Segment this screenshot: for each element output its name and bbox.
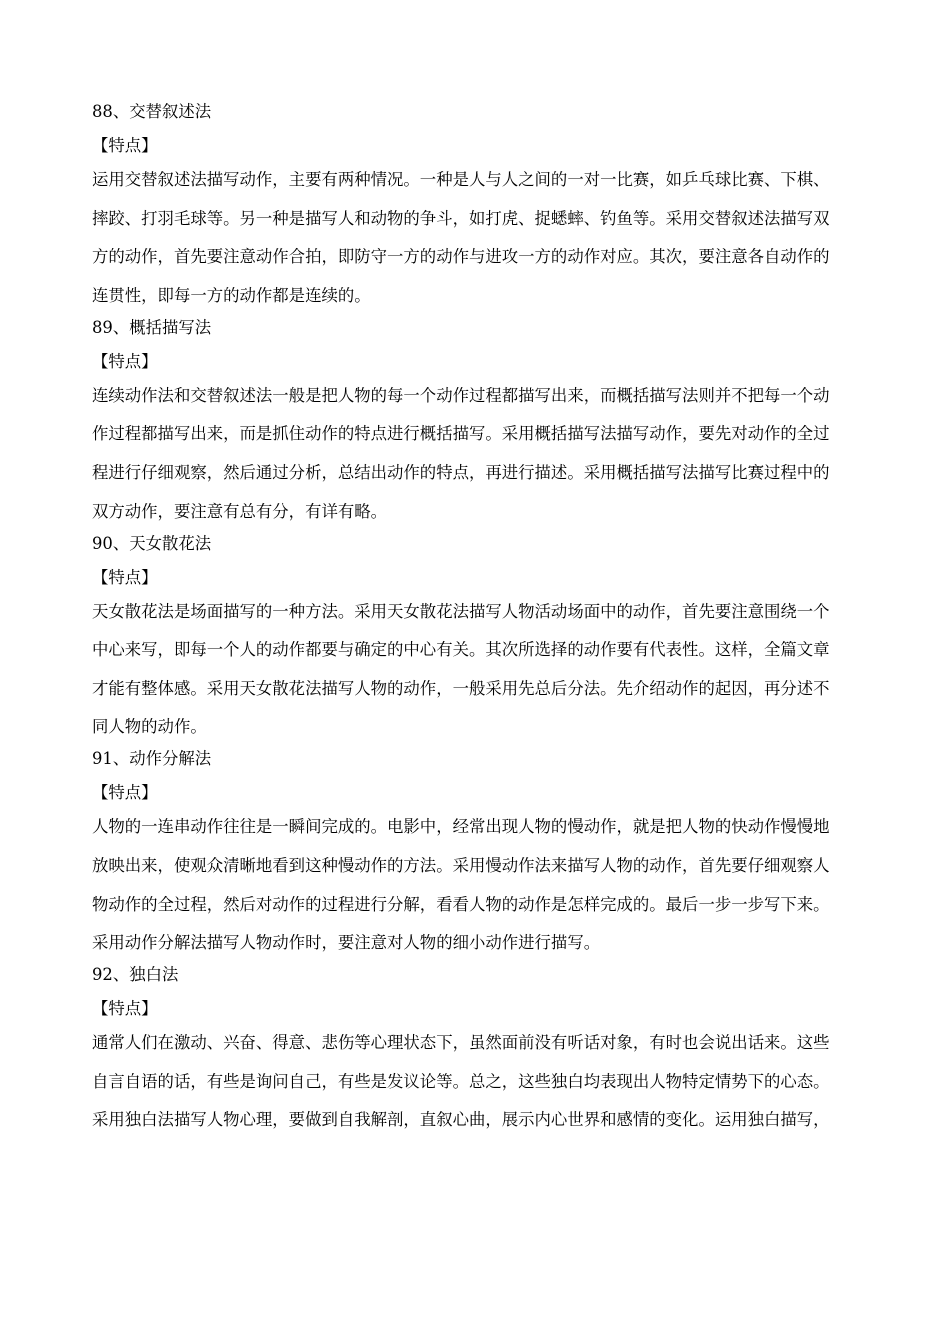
- feature-label: 【特点】: [92, 351, 158, 371]
- section-paragraph: [92, 600, 862, 748]
- feature-label: 【特点】: [92, 136, 158, 155]
- paragraph-line: 物动作的全过程，然后对动作的过程进行分解，看看人物的动作是怎样完成的。最后一步一步写下来。: [92, 894, 830, 914]
- feature-label: 【特点】: [92, 567, 158, 587]
- section-paragraph: [92, 1031, 862, 1147]
- paragraph-line: 摔跤、打羽毛球等。另一种是描写人和动物的争斗，如打虎、捉蟋蟀、钓鱼等。采用交替叙述法描写双: [92, 208, 830, 228]
- section-91: [92, 747, 862, 963]
- paragraph-line: 人物的一连串动作往往是一瞬间完成的。电影中，经常出现人物的慢动作，就是把人物的快动作慢慢地: [92, 817, 830, 837]
- section-title: 89、概括描写法: [92, 317, 212, 337]
- paragraph-line: 连续动作法和交替叙述法一般是把人物的每一个动作过程都描写出来，而概括描写法则并不把每一个动: [92, 385, 830, 405]
- paragraph-line: 自言自语的话，有些是询问自己，有些是发议论等。总之，这些独白均表现出人物特定情势下的心态。: [92, 1071, 830, 1091]
- paragraph-line: 才能有整体感。采用天女散花法描写人物的动作，一般采用先总后分法。先介绍动作的起因，再分述不: [92, 678, 830, 698]
- paragraph-line: 作过程都描写出来，而是抓住动作的特点进行概括描写。采用概括描写法描写动作，要先对动作的全过: [92, 424, 830, 444]
- paragraph-line: 连贯性，即每一方的动作都是连续的。: [92, 285, 371, 305]
- paragraph-line: 中心来写，即每一个人的动作都要与确定的中心有关。其次所选择的动作要有代表性。这样，全篇文章: [92, 640, 830, 660]
- section-title: 90、天女散花法: [92, 533, 212, 553]
- section-title: 91、动作分解法: [92, 749, 212, 769]
- feature-label: 【特点】: [92, 783, 158, 803]
- section-paragraph: [92, 815, 862, 963]
- section-paragraph: [92, 168, 862, 316]
- section-title: 88、交替叙述法: [92, 102, 212, 121]
- paragraph-line: 通常人们在激动、兴奋、得意、悲伤等心理状态下，虽然面前没有听话对象，有时也会说出话来。这些: [92, 1033, 830, 1053]
- paragraph-line: 运用交替叙述法描写动作，主要有两种情况。一种是人与人之间的一对一比赛，如乒乓球比赛、下棋、: [92, 170, 830, 189]
- section-89: [92, 316, 862, 532]
- paragraph-line: 方的动作，首先要注意动作合拍，即防守一方的动作与进攻一方的动作对应。其次，要注意各自动作的: [92, 247, 830, 267]
- paragraph-line: 天女散花法是场面描写的一种方法。采用天女散花法描写人物活动场面中的动作，首先要注意围绕一个: [92, 601, 830, 621]
- paragraph-line: 采用动作分解法描写人物动作时，要注意对人物的细小动作进行描写。: [92, 933, 601, 953]
- feature-label: 【特点】: [92, 999, 158, 1019]
- paragraph-line: 采用独白法描写人物心理，要做到自我解剖，直叙心曲，展示内心世界和感情的变化。运用独白描写，: [92, 1110, 830, 1130]
- paragraph-line: 同人物的动作。: [92, 717, 207, 737]
- paragraph-line: 放映出来，使观众清晰地看到这种慢动作的方法。采用慢动作法来描写人物的动作，首先要仔细观察人: [92, 855, 830, 875]
- document-body: [92, 100, 862, 1147]
- section-88: [92, 100, 862, 316]
- section-92: [92, 963, 862, 1147]
- section-paragraph: [92, 384, 862, 532]
- section-title: 92、独白法: [92, 965, 179, 985]
- paragraph-line: 双方动作，要注意有总有分，有详有略。: [92, 501, 388, 521]
- paragraph-line: 程进行仔细观察，然后通过分析，总结出动作的特点，再进行描述。采用概括描写法描写比赛过程中的: [92, 462, 830, 482]
- section-90: [92, 532, 862, 748]
